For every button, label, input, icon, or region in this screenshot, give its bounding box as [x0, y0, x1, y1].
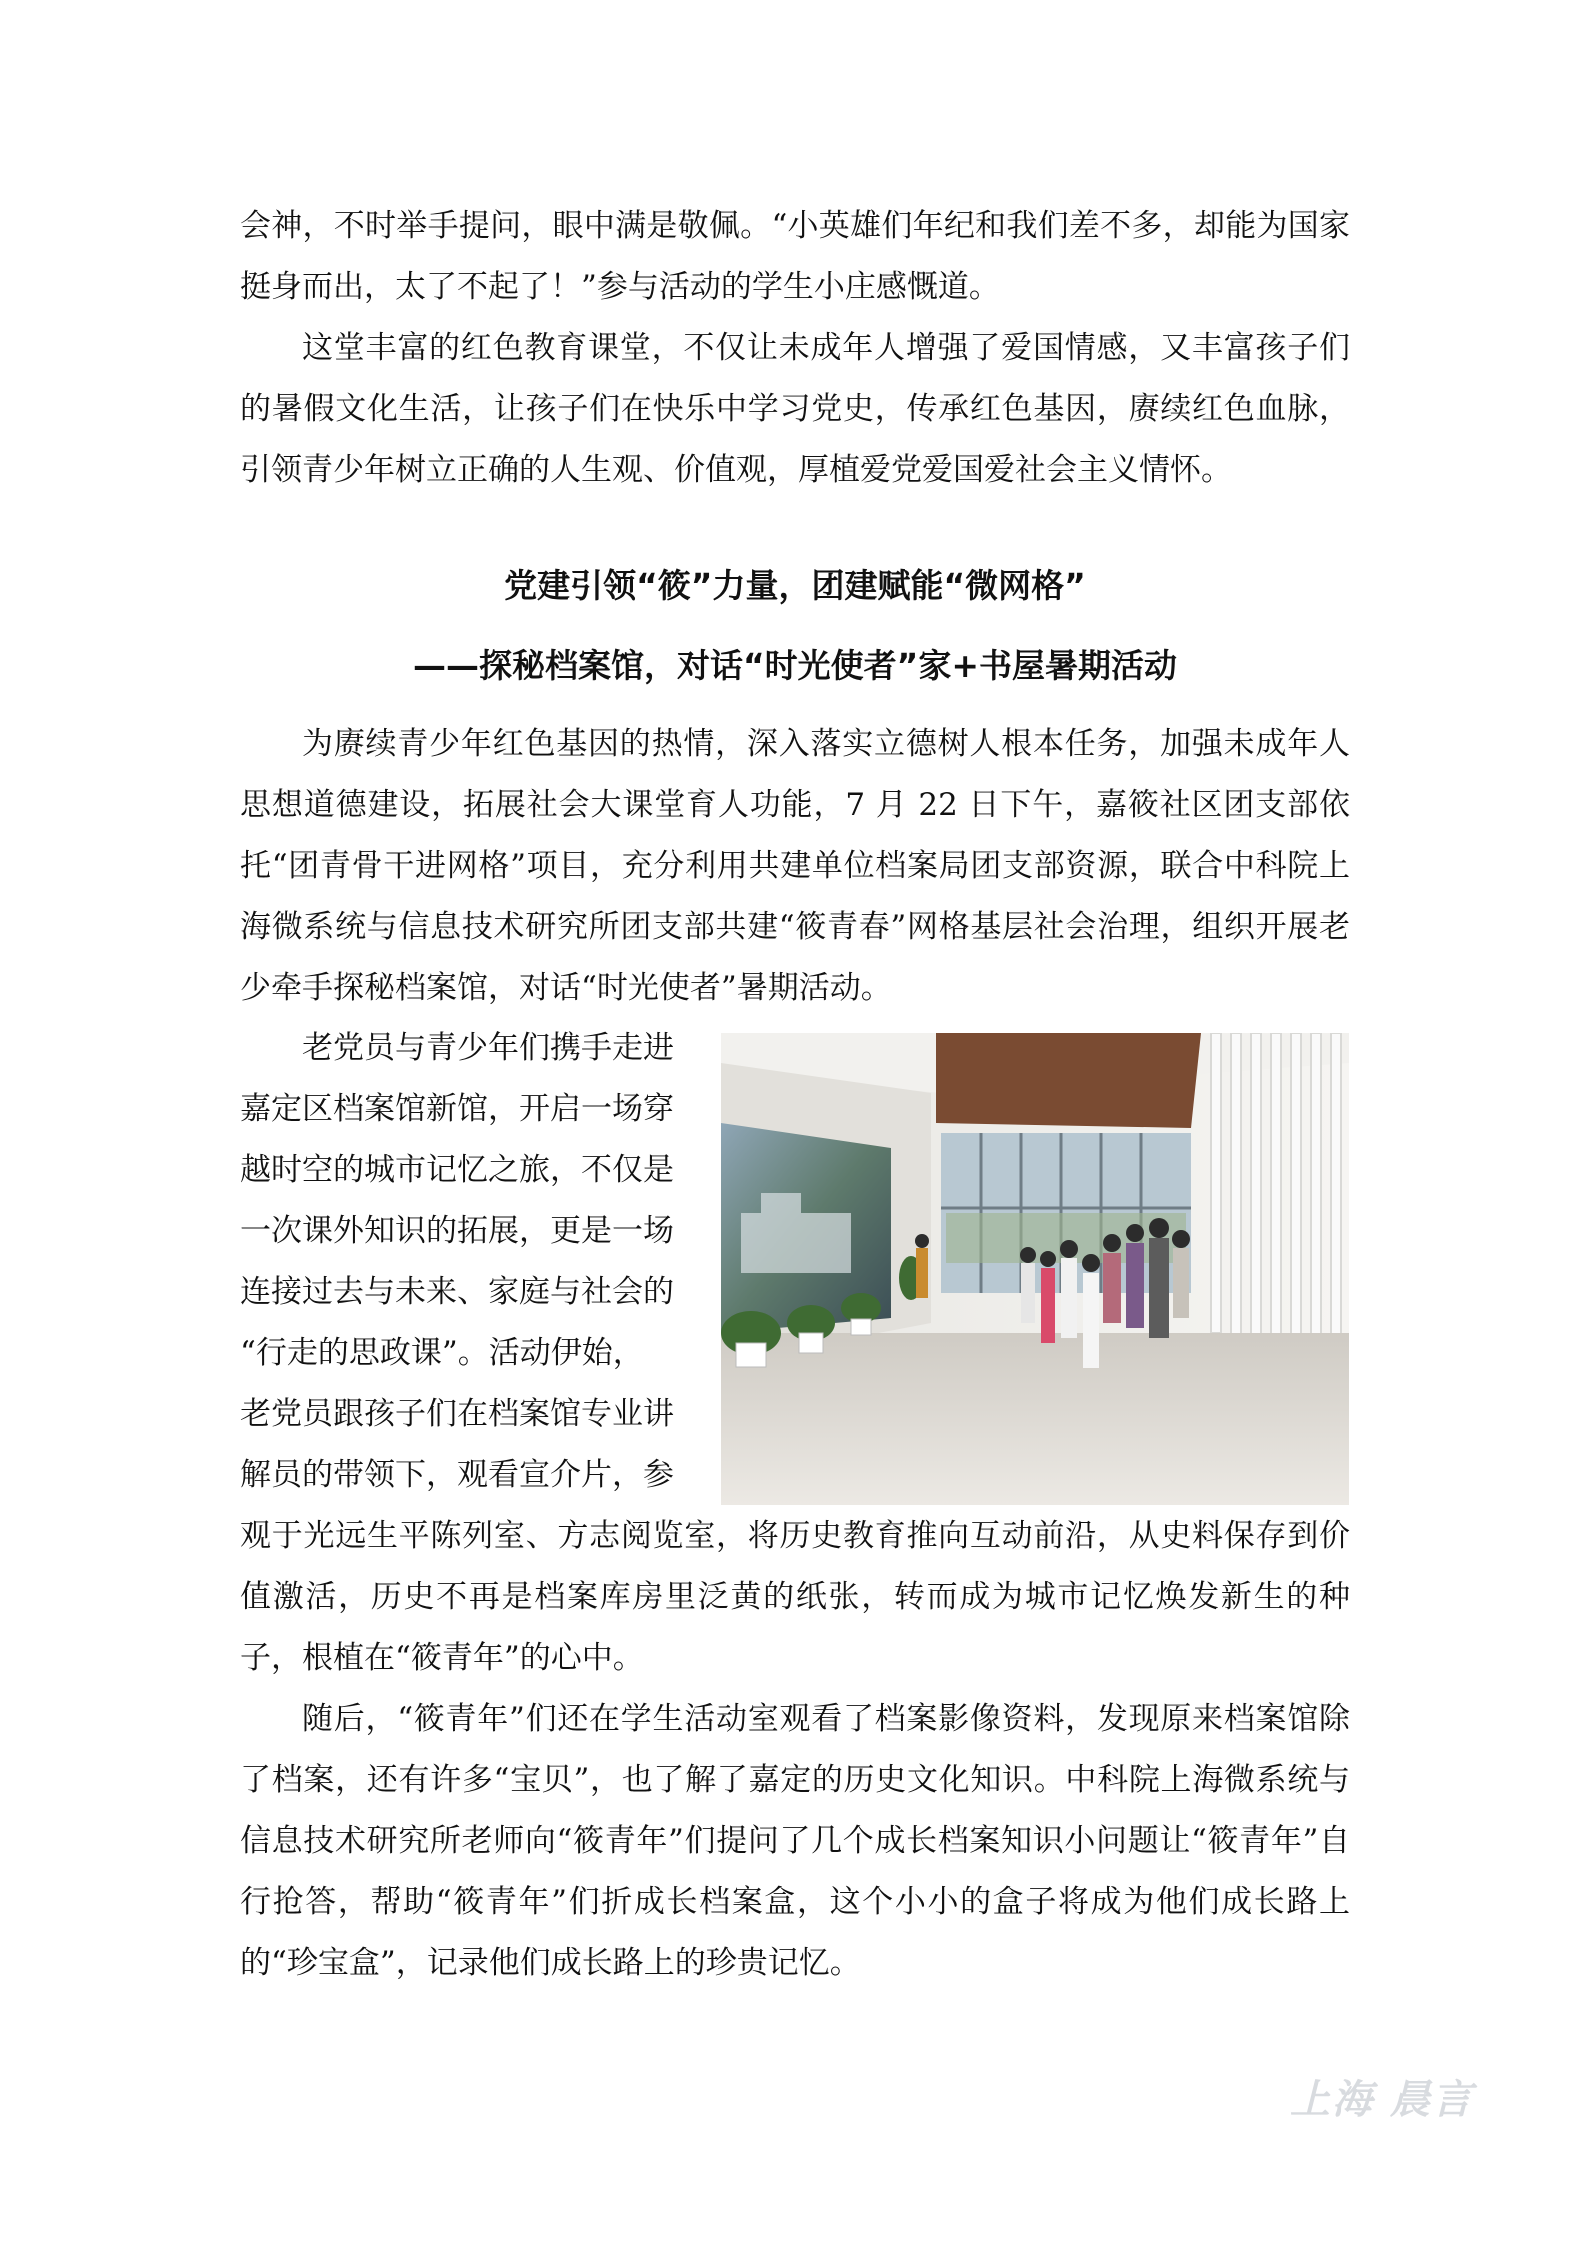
archive-hall-photo [721, 1033, 1349, 1505]
side-line: 老党员跟孩子们在档案馆专业讲 [240, 1396, 674, 1432]
continuation-paragraph-block [240, 1506, 1350, 1994]
paragraph-continued: 会神，不时举手提问，眼中满是敬佩。“小英雄们年纪和我们差不多，却能为国家挺身而出，太了不起了！”参与活动的学生小庄感慨道。 [240, 208, 1350, 305]
paragraph-side [240, 1018, 700, 1506]
side-line: 解员的带领下，观看宣介片，参 [240, 1457, 674, 1493]
intro-paragraph-block [240, 714, 1350, 1019]
side-line: 嘉定区档案馆新馆，开启一场穿 [240, 1091, 674, 1127]
side-line: 连接过去与未来、家庭与社会的 [240, 1274, 674, 1310]
top-paragraphs [240, 196, 1350, 501]
paragraph-intro: 为赓续青少年红色基因的热情，深入落实立德树人根本任务，加强未成年人思想道德建设，拓展社会大课堂育人功能，7 月 22 日下午，嘉筱社区团支部依托“团青骨干进网格”项目，充分利用共建单位档案局团支部资源，联合中科院上海微系统与信息技术研究所团支部共建“筱青春”网格基层社会治理，组织开展老少牵手探秘档案馆，对话“时光使者”暑期活动。 [240, 726, 1350, 1006]
article-title: 党建引领“筱”力量，团建赋能“微网格” [504, 566, 1086, 605]
side-line: 越时空的城市记忆之旅，不仅是 [240, 1152, 674, 1188]
side-line: 一次课外知识的拓展，更是一场 [240, 1213, 674, 1249]
side-line: “行走的思政课”。活动伊始， [240, 1335, 644, 1371]
side-line: 老党员与青少年们携手走进 [302, 1030, 674, 1066]
article-subtitle: ——探秘档案馆，对话“时光使者”家+书屋暑期活动 [412, 646, 1178, 685]
paragraph-summary: 这堂丰富的红色教育课堂，不仅让未成年人增强了爱国情感，又丰富孩子们的暑假文化生活，让孩子们在快乐中学习党史，传承红色基因，赓续红色血脉，引领青少年树立正确的人生观、价值观，厚植爱党爱国爱社会主义情怀。 [240, 330, 1350, 488]
paragraph-side-continuation: 观于光远生平陈列室、方志阅览室，将历史教育推向互动前沿，从史料保存到价值激活，历史不再是档案库房里泛黄的纸张，转而成为城市记忆焕发新生的种子，根植在“筱青年”的心中。 [240, 1518, 1350, 1676]
paragraph-last: 随后，“筱青年”们还在学生活动室观看了档案影像资料，发现原来档案馆除了档案，还有许多“宝贝”，也了解了嘉定的历史文化知识。中科院上海微系统与信息技术研究所老师向“筱青年”们提问了几个成长档案知识小问题让“筱青年”自行抢答，帮助“筱青年”们折成长档案盒，这个小小的盒子将成为他们成长路上的“珍宝盒”，记录他们成长路上的珍贵记忆。 [240, 1701, 1350, 1981]
watermark-logo: 上海 晨言 [1290, 2077, 1474, 2123]
